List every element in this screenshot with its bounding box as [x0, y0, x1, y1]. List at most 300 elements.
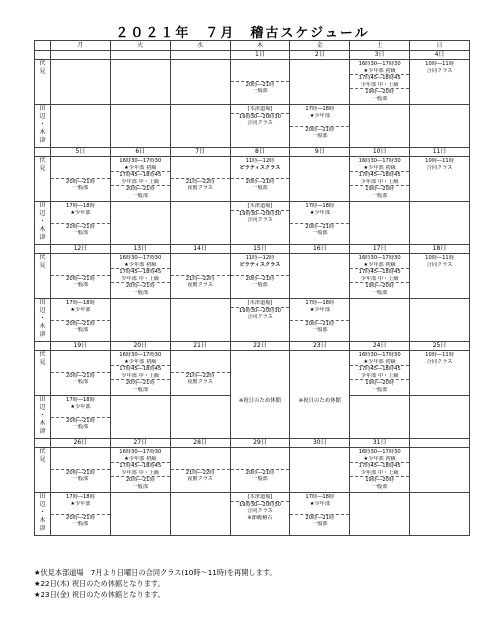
cell-entries: [350, 60, 409, 103]
class-entry: 19時30―20時30: [231, 307, 290, 315]
class-entry: ★少年部: [70, 306, 91, 313]
page-title: ２０２１年 ７月 稽古スケジュール: [115, 26, 370, 41]
class-entry: 一般部: [252, 282, 268, 289]
class-entry: 一般部: [132, 483, 149, 490]
cell-entries: [231, 254, 290, 289]
weekday-header: 金: [290, 41, 350, 51]
notes-section: [34, 567, 277, 600]
class-entry: 一般部: [132, 386, 149, 393]
day-number: 6日: [110, 148, 170, 157]
schedule-cell: [410, 157, 470, 202]
class-entry: ★少年部: [70, 209, 91, 216]
day-number: [410, 439, 470, 448]
schedule-cell: [51, 105, 111, 148]
class-entry: ※節範稽古: [247, 514, 273, 521]
class-entry: 少年部 中・上級: [360, 469, 399, 476]
class-entry: 一般部: [132, 192, 149, 199]
class-entry: ★少年部 初級: [363, 358, 396, 365]
date-row-corner: [35, 342, 51, 351]
weekday-header: 木: [230, 41, 290, 51]
location-label-tanabe: 田 辺 ・ 木 津: [35, 396, 51, 439]
class-entry: 16時30―17時30: [358, 449, 401, 455]
cell-entries: [51, 351, 110, 386]
location-label-tanabe: 田 辺 ・ 木 津: [35, 493, 51, 536]
class-entry: 19時―20時: [350, 379, 409, 387]
fushimi-row: [35, 157, 470, 202]
class-entry: 20時―21時: [51, 320, 110, 328]
cell-entries: [171, 60, 230, 61]
class-entry: ★少年部: [309, 112, 330, 119]
class-entry: [171, 165, 230, 172]
class-entry: 合同クラス: [426, 164, 453, 171]
class-entry: ★少年部 初級: [363, 455, 396, 462]
schedule-cell: [410, 493, 470, 536]
class-entry: [231, 68, 290, 75]
schedule-cell: [230, 299, 290, 342]
schedule-cell: [350, 448, 410, 493]
cell-entries: [51, 299, 110, 334]
class-entry: [51, 262, 110, 269]
schedule-cell: [290, 60, 350, 105]
class-entry: 少年部 中・上級: [121, 178, 160, 185]
tanabe-row: [35, 493, 470, 536]
class-entry: 一般部: [72, 230, 89, 237]
class-entry: 少年部 中・上級: [121, 372, 160, 379]
cell-entries: [231, 105, 290, 127]
class-entry: 合同クラス: [426, 67, 453, 74]
cell-entries: [350, 157, 409, 200]
class-entry: [290, 313, 349, 320]
weekday-header-row: [35, 41, 470, 51]
schedule-cell: [110, 202, 170, 245]
class-entry: ★少年部 初級: [124, 455, 157, 462]
class-entry: 20時―21時: [51, 275, 110, 283]
location-label-fushimi: 伏 見: [35, 60, 51, 105]
class-entry: 17時―18時: [305, 300, 335, 306]
class-entry: 少年部 中・上級: [360, 81, 399, 88]
schedule-cell: [170, 493, 230, 536]
day-number: [110, 51, 170, 60]
class-entry: 10時―11時: [425, 158, 454, 164]
class-entry: [51, 456, 110, 463]
class-entry: 17時45―18時45: [350, 171, 409, 179]
class-entry: [51, 165, 110, 172]
schedule-cell: [350, 105, 410, 148]
cell-entries: [290, 105, 349, 140]
class-entry: 一般部: [312, 521, 328, 528]
schedule-cell: [410, 202, 470, 245]
class-entry: 20時―21時: [111, 476, 170, 484]
class-entry: 20時―21時: [51, 417, 110, 425]
schedule-cell: [170, 448, 230, 493]
class-entry: [290, 507, 349, 514]
class-entry: 20時―21時: [290, 320, 349, 328]
class-entry: 17時45―18時45: [350, 74, 409, 82]
schedule-cell: [110, 493, 170, 536]
day-number: 22日: [230, 342, 290, 351]
cell-entries: [410, 448, 469, 449]
day-number: 13日: [110, 245, 170, 254]
class-entry: 17時45―18時45: [111, 268, 170, 276]
cell-entries: [410, 105, 469, 106]
class-entry: 一般部: [252, 185, 268, 192]
class-entry: 11時―12時: [245, 255, 275, 261]
location-label-tanabe: 田 辺 ・ 木 津: [35, 105, 51, 148]
schedule-cell: [290, 493, 350, 536]
header-corner: [35, 41, 51, 51]
class-entry: [51, 313, 110, 320]
class-entry: 20時―21時: [290, 514, 349, 522]
class-entry: 一般部: [371, 192, 388, 199]
schedule-cell: [410, 299, 470, 342]
schedule-cell: [230, 202, 290, 245]
class-entry: 17時45―18時45: [350, 268, 409, 276]
class-entry: 21時―22時: [171, 275, 230, 283]
schedule-cell: [290, 202, 350, 245]
cell-entries: [290, 299, 349, 334]
class-entry: 16時30―17時30: [358, 255, 401, 261]
cell-entries: [350, 105, 409, 106]
day-number: 7日: [170, 148, 230, 157]
schedule-cell: [51, 254, 111, 299]
date-row: [35, 439, 470, 448]
day-number: [51, 51, 111, 60]
date-row: [35, 342, 470, 351]
schedule-cell: [110, 396, 170, 439]
schedule-cell: [51, 493, 111, 536]
class-entry: 20時―21時: [51, 223, 110, 231]
schedule-cell: [51, 60, 111, 105]
cell-entries: [111, 299, 170, 300]
class-entry: 合同クラス: [426, 358, 453, 365]
class-entry: 17時―18時: [66, 300, 95, 306]
cell-entries: [290, 493, 349, 528]
cell-entries: [410, 254, 469, 268]
cell-entries: [171, 202, 230, 203]
class-entry: [51, 507, 110, 514]
date-row-corner: [35, 148, 51, 157]
class-entry: 21時―22時: [171, 469, 230, 477]
class-entry: 一般部: [371, 386, 388, 393]
class-entry: 16時30―17時30: [358, 352, 401, 358]
day-number: 27日: [110, 439, 170, 448]
cell-entries: [231, 299, 290, 321]
cell-entries: [171, 396, 230, 397]
class-entry: [231, 456, 290, 463]
class-entry: 一般部: [72, 476, 89, 483]
schedule-cell: [230, 351, 290, 439]
cell-entries: [410, 396, 469, 397]
day-number: [170, 51, 230, 60]
schedule-cell: [410, 448, 470, 493]
schedule-cell: [350, 60, 410, 105]
schedule-cell: [230, 157, 290, 202]
cell-entries: [51, 105, 110, 106]
class-entry: 10時―11時: [425, 61, 454, 67]
cell-entries: [290, 448, 349, 449]
note-holiday-22: ★22日(木) 祝日のため休館となります。: [34, 579, 165, 588]
schedule-cell: [110, 448, 170, 493]
schedule-cell: [110, 60, 170, 105]
class-entry: [木津道場]: [247, 494, 273, 500]
class-entry: [51, 255, 110, 262]
class-entry: ★少年部 初級: [124, 358, 157, 365]
class-entry: 一般部: [72, 185, 89, 192]
schedule-cell: [350, 254, 410, 299]
class-entry: 一般部: [371, 95, 388, 102]
class-entry: 一般部: [252, 88, 268, 95]
day-number: 17日: [350, 245, 410, 254]
schedule-cell: [290, 351, 350, 439]
class-entry: [171, 365, 230, 372]
class-entry: 16時30―17時30: [358, 61, 401, 67]
class-entry: 20時―21時: [231, 81, 290, 89]
schedule-cell: [170, 105, 230, 148]
class-entry: [231, 171, 290, 178]
day-number: 16日: [290, 245, 350, 254]
day-number: 14日: [170, 245, 230, 254]
cell-entries: [231, 493, 290, 521]
day-number: 2日: [290, 51, 350, 60]
class-entry: 17時―18時: [66, 494, 95, 500]
schedule-cell: [170, 254, 230, 299]
holiday-closed-note: ※祝日のため休館: [298, 397, 341, 404]
class-entry: 少年部 中・上級: [360, 275, 399, 282]
cell-entries: [111, 254, 170, 297]
day-number: 29日: [230, 439, 290, 448]
class-entry: [51, 365, 110, 372]
fushimi-row: [35, 60, 470, 105]
class-entry: 20時―21時: [51, 178, 110, 186]
schedule-cell: [51, 202, 111, 245]
holiday-closed-note: ※祝日のため休館: [238, 397, 282, 404]
schedule-cell: [230, 60, 290, 105]
class-entry: 夜驚クラス: [187, 185, 213, 192]
schedule-cell: [170, 299, 230, 342]
class-entry: 20時―21時: [51, 514, 110, 522]
day-number: 26日: [51, 439, 111, 448]
cell-entries: [290, 60, 349, 61]
cell-entries: [51, 493, 110, 528]
class-entry: 合同クラス: [247, 120, 273, 127]
cell-entries: [290, 202, 349, 237]
class-entry: 17時―18時: [305, 203, 335, 209]
class-entry: [231, 462, 290, 469]
class-entry: 19時30―20時30: [231, 113, 290, 121]
cell-entries: [350, 448, 409, 491]
class-entry: ★少年部: [309, 500, 330, 507]
cell-entries: [350, 299, 409, 300]
schedule-cell: [410, 254, 470, 299]
weekday-header: 日: [410, 41, 470, 51]
class-entry: 一般部: [312, 133, 328, 140]
class-entry: 20時―21時: [51, 469, 110, 477]
class-entry: 19時―20時: [350, 282, 409, 290]
class-entry: 少年部 中・上級: [121, 275, 160, 282]
cell-entries: [111, 157, 170, 200]
cell-entries: [350, 493, 409, 494]
schedule-cell: [170, 202, 230, 245]
class-entry: 10時―11時: [425, 352, 454, 358]
class-entry: [51, 410, 110, 417]
schedule-cell: [350, 493, 410, 536]
class-entry: 20時―21時: [231, 178, 290, 186]
class-entry: 一般部: [312, 327, 328, 334]
date-row: [35, 148, 470, 157]
class-entry: [171, 462, 230, 469]
class-entry: [231, 74, 290, 81]
class-entry: 16時30―17時30: [119, 158, 162, 164]
schedule-cell: [51, 351, 111, 396]
schedule-cell: [170, 157, 230, 202]
class-entry: 19時―20時: [350, 88, 409, 96]
location-label-fushimi: 伏 見: [35, 157, 51, 202]
cell-entries: [171, 351, 230, 386]
class-entry: [木津道場]: [247, 300, 273, 306]
schedule-cell: [110, 157, 170, 202]
class-entry: 17時―18時: [305, 494, 335, 500]
class-entry: 20時―21時: [290, 223, 349, 231]
schedule-cell: [290, 254, 350, 299]
date-row-corner: [35, 439, 51, 448]
class-entry: ★少年部: [309, 306, 330, 313]
cell-entries: [171, 299, 230, 300]
schedule-cell: [410, 396, 470, 439]
schedule-cell: [110, 254, 170, 299]
class-entry: 17時45―18時45: [111, 171, 170, 179]
cell-entries: [111, 60, 170, 61]
class-entry: 20時―21時: [111, 379, 170, 387]
cell-entries: [51, 157, 110, 192]
class-entry: [木津道場]: [247, 106, 273, 112]
location-label-fushimi: 伏 見: [35, 254, 51, 299]
class-entry: ★少年部 初級: [124, 261, 157, 268]
class-entry: ★少年部 初級: [124, 164, 157, 171]
tanabe-row: [35, 202, 470, 245]
schedule-cell: [230, 254, 290, 299]
class-entry: 10時―11時: [425, 255, 454, 261]
cell-entries: [290, 157, 349, 158]
date-row: [35, 51, 470, 60]
schedule-cell: [51, 448, 111, 493]
class-entry: [231, 449, 290, 456]
schedule-cell: [410, 105, 470, 148]
class-entry: 一般部: [132, 289, 149, 296]
class-entry: 夜驚クラス: [187, 379, 213, 386]
class-entry: 一般部: [72, 282, 89, 289]
schedule-cell: [110, 105, 170, 148]
class-entry: [51, 158, 110, 165]
day-number: 18日: [410, 245, 470, 254]
class-entry: 20時―21時: [111, 282, 170, 290]
class-entry: [171, 262, 230, 269]
cell-entries: [231, 60, 290, 95]
class-entry: [231, 61, 290, 68]
day-number: 30日: [290, 439, 350, 448]
class-entry: 一般部: [72, 424, 89, 431]
cell-entries: [111, 396, 170, 397]
class-entry: [171, 352, 230, 359]
date-row-corner: [35, 51, 51, 60]
class-entry: [171, 449, 230, 456]
class-entry: 16時30―17時30: [119, 449, 162, 455]
cell-entries: [410, 299, 469, 300]
class-entry: 17時―18時: [305, 106, 335, 112]
class-entry: 合同クラス: [426, 261, 453, 268]
schedule-cell: [290, 157, 350, 202]
schedule-table: [34, 40, 470, 536]
class-entry: 21時―22時: [171, 178, 230, 186]
class-entry: ★少年部: [70, 403, 91, 410]
class-entry: 一般部: [72, 521, 89, 528]
day-number: 23日: [290, 342, 350, 351]
class-entry: 一般部: [371, 289, 388, 296]
weekday-header: 土: [350, 41, 410, 51]
class-entry: ★少年部: [70, 500, 91, 507]
day-number: 1日: [230, 51, 290, 60]
date-row-corner: [35, 245, 51, 254]
schedule-cell: [170, 396, 230, 439]
class-entry: [290, 216, 349, 223]
tanabe-row: [35, 299, 470, 342]
day-number: 11日: [410, 148, 470, 157]
class-entry: 少年部 中・上級: [121, 469, 160, 476]
class-entry: 16時30―17時30: [119, 352, 162, 358]
day-number: 3日: [350, 51, 410, 60]
class-entry: 19時―20時: [350, 476, 409, 484]
class-entry: 一般部: [371, 483, 388, 490]
schedule-cell: [230, 105, 290, 148]
class-entry: 合同クラス: [247, 314, 273, 321]
class-entry: 11時―12時: [245, 158, 275, 164]
class-entry: 20時―21時: [51, 372, 110, 380]
location-label-tanabe: 田 辺 ・ 木 津: [35, 202, 51, 245]
cell-entries: [111, 105, 170, 106]
tanabe-row: [35, 105, 470, 148]
day-number: 31日: [350, 439, 410, 448]
cell-entries: [350, 254, 409, 297]
schedule-cell: [350, 157, 410, 202]
class-entry: 一般部: [252, 476, 268, 483]
day-number: 5日: [51, 148, 111, 157]
day-number: 9日: [290, 148, 350, 157]
date-row: [35, 245, 470, 254]
schedule-cell: [350, 351, 410, 396]
day-number: 21日: [170, 342, 230, 351]
class-entry: [231, 268, 290, 275]
cell-entries: [111, 493, 170, 494]
cell-entries: [410, 157, 469, 171]
note-holiday-23: ★23日(金) 祝日のため休館となります。: [34, 590, 165, 599]
cell-entries: [231, 157, 290, 192]
class-entry: ピラティスクラス: [239, 164, 281, 171]
class-entry: 17時45―18時45: [350, 365, 409, 373]
cell-entries: [171, 157, 230, 192]
schedule-cell: [290, 105, 350, 148]
cell-entries: [51, 254, 110, 289]
cell-entries: [231, 202, 290, 224]
schedule-cell: [350, 299, 410, 342]
class-entry: ピラティスクラス: [239, 261, 281, 268]
cell-entries: [350, 351, 409, 394]
cell-entries: [410, 202, 469, 203]
cell-entries: [51, 448, 110, 483]
cell-entries: [290, 254, 349, 255]
location-label-fushimi: 伏 見: [35, 351, 51, 396]
schedule-cell: [350, 202, 410, 245]
cell-entries: [350, 396, 409, 397]
day-number: 8日: [230, 148, 290, 157]
